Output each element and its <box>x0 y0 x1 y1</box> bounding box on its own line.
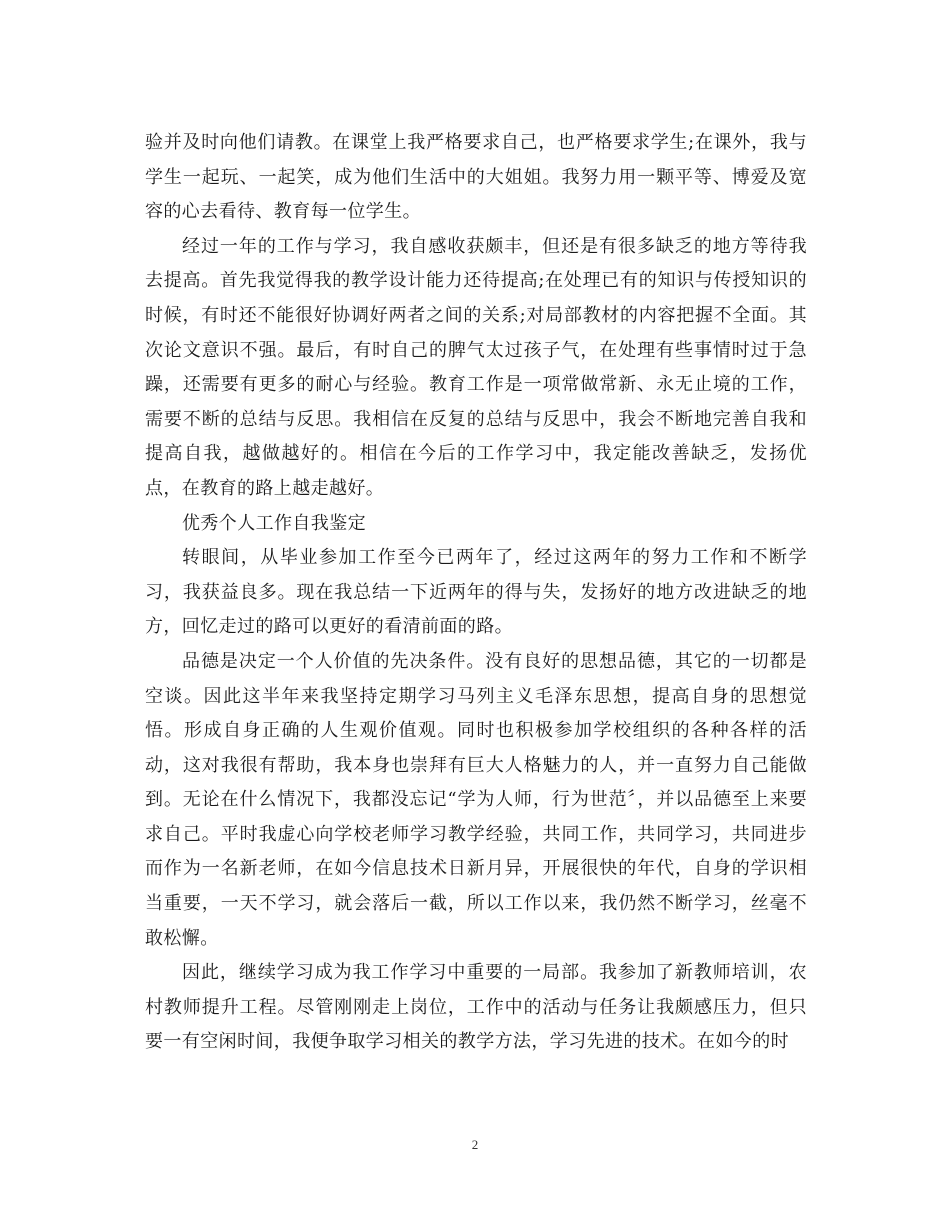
section-heading: 优秀个人工作自我鉴定 <box>182 512 366 534</box>
page-number: 2 <box>471 1137 479 1152</box>
document-body <box>145 126 807 1060</box>
paragraph: 因此，继续学习成为我工作学习中重要的一局部。我参加了新教师培训，农村教师提升工程。尽管刚刚走上岗位，工作中的活动与任务让我颇感压力，但只要一有空闲时间，我便争取学习相关的教学方法，学习先进的技术。在如今的时 <box>145 962 807 1053</box>
paragraph: 验并及时向他们请教。在课堂上我严格要求自己，也严格要求学生;在课外，我与学生一起玩、一起笑，成为他们生活中的大姐姐。我努力用一颗平等、博爱及宽容的心去看待、教育每一位学生。 <box>145 132 807 223</box>
paragraph: 品德是决定一个人价值的先决条件。没有良好的思想品德，其它的一切都是空谈。因此这半年来我坚持定期学习马列主义毛泽东思想，提高自身的思想觉悟。形成自身正确的人生观价值观。同时也积极参加学校组织的各种各样的活动，这对我很有帮助，我本身也崇拜有巨大人格魅力的人，并一直努力自己能做到。无论在什么情况下，我都没忘记“学为人师，行为世范〞，并以品德至上来要求自己。平时我虚心向学校老师学习教学经验，共同工作，共同学习，共同进步而作为一名新老师，在如今信息技术日新月异，开展很快的年代，自身的学识相当重要，一天不学习，就会落后一截，所以工作以来，我仍然不断学习，丝毫不敢松懈。 <box>145 650 807 949</box>
paragraph: 转眼间，从毕业参加工作至今已两年了，经过这两年的努力工作和不断学习，我获益良多。现在我总结一下近两年的得与失，发扬好的地方改进缺乏的地方，回忆走过的路可以更好的看清前面的路。 <box>145 547 807 638</box>
paragraph: 经过一年的工作与学习，我自感收获颇丰，但还是有很多缺乏的地方等待我去提高。首先我觉得我的教学设计能力还待提高;在处理已有的知识与传授知识的时候，有时还不能很好协调好两者之间的关系;对局部教材的内容把握不全面。其次论文意识不强。最后，有时自己的脾气太过孩子气，在处理有些事情时过于急躁，还需要有更多的耐心与经验。教育工作是一项常做常新、永无止境的工作，需要不断的总结与反思。我相信在反复的总结与反思中，我会不断地完善自我和提高自我，越做越好的。相信在今后的工作学习中，我定能改善缺乏，发扬优点，在教育的路上越走越好。 <box>145 235 807 499</box>
